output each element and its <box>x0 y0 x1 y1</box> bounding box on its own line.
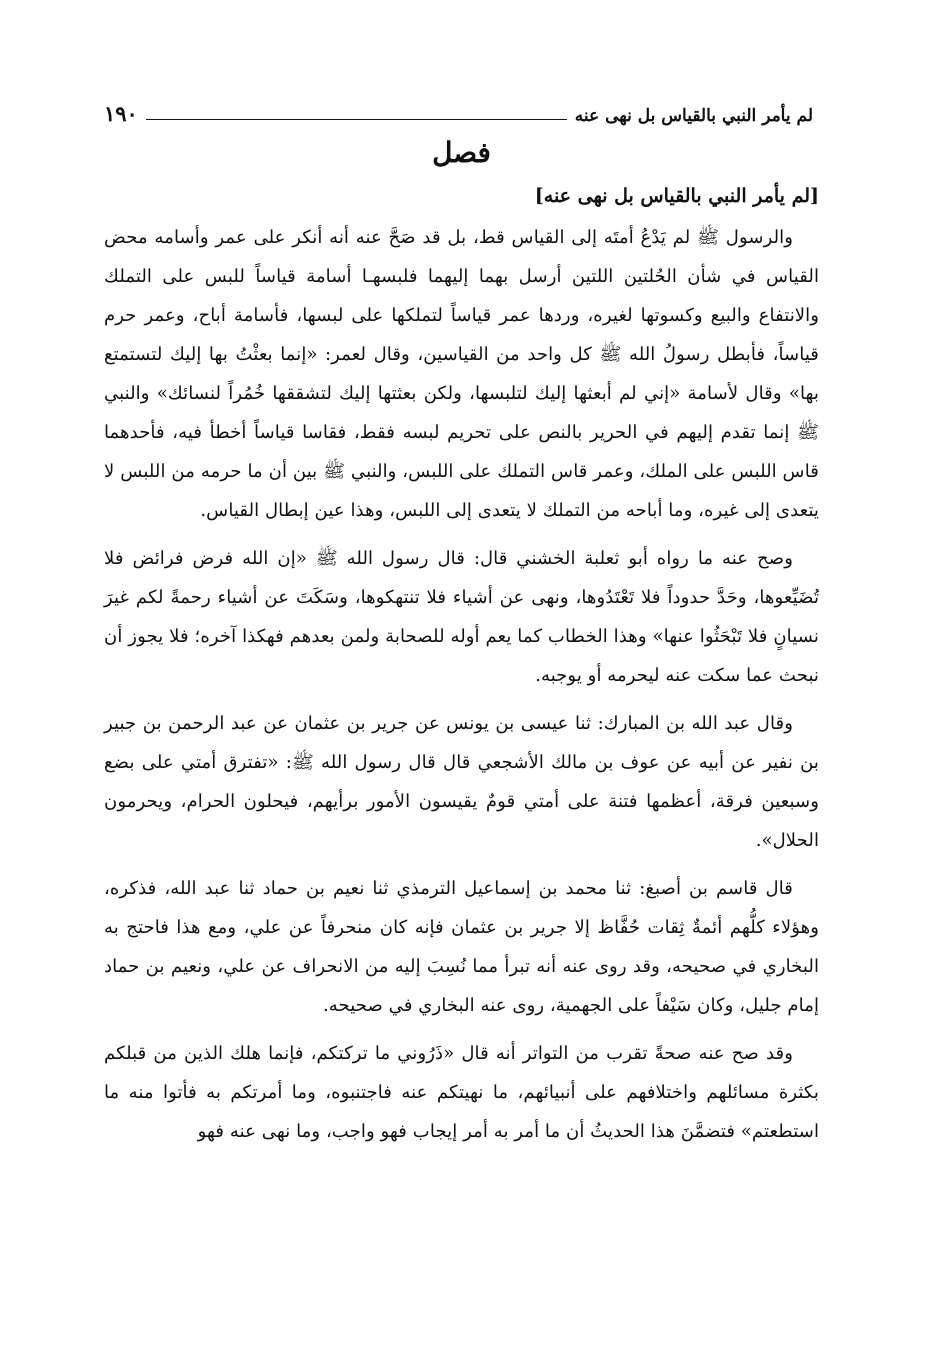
header-rule <box>146 119 567 120</box>
paragraph-ibn-mubarak: وقال عبد الله بن المبارك: ثنا عيسى بن يونس عن جرير بن عثمان عن عبد الرحمن بن جبير بن نفير عن أبيه عن عوف بن مالك الأشجعي قال قال رسول الله ﷺ: «تفترق أمتي على بضع وسبعين فرقة، أعظمها فتنة على أمتي قومٌ يقيسون الأمور برأيهم، فيحلون الحرام، ويحرمون الحلال». <box>104 713 819 851</box>
paragraph-qasim-ibn-asbagh: قال قاسم بن أصبغ: ثنا محمد بن إسماعيل الترمذي ثنا نعيم بن حماد ثنا عبد الله، فذكره، وهؤلاء كلُّهم أئمةٌ ثِقات حُفَّاظ إلا جرير بن عثمان فإنه كان منحرفاً عن علي، ومع هذا فاحتج به البخاري في صحيحه، وقد روى عنه أنه تبرأ مما نُسِبَ إليه من الانحراف عن علي، ونعيم بن حماد إمام جليل، وكان سَيْفاً على الجهمية، روى عنه البخاري في صحيحه. <box>104 878 819 1016</box>
paragraph-dharuni: وقد صح عنه صحةً تقرب من التواتر أنه قال «ذَرُوني ما تركتكم، فإنما هلك الذين من قبلكم بكثرة مسائلهم واختلافهم على أنبيائهم، ما نهيتكم عنه فاجتنبوه، وما أمرتكم به فأتوا منه ما استطعتم» فتضمَّنَ هذا الحديثُ أن ما أمر به أمر إيجاب فهو واجب، وما نهى عنه فهو <box>104 1043 819 1142</box>
paragraph-qiyas-hullatayn: والرسول ﷺ لم يَدْعُ أمتَه إلى القياس قط، بل قد صَحَّ عنه أنه أنكر على عمر وأسامه محض القياس في شأن الحُلتين اللتين أرسل بهما إليهما فلبسهـا أسامة قياساً للبس على التملك والانتفاع والبيع وكسوتها لغيره، وردها عمر قياساً لتملكها على لبسها، فأسامة أباح، وعمر حرم قياساً، فأبطل رسولُ الله ﷺ كل واحد من القياسين، وقال لعمر: «إنما بعثْتُ بها إليك لتستمتع بها» وقال لأسامة «إني لم أبعثها إليك لتلبسها، ولكن بعثتها إليك لتشققها خُمُراً لنسائك» والنبي ﷺ إنما تقدم إليهم في الحرير بالنص على تحريم لبسه فقط، فقاسا قياساً أخطأ فيه، فأحدهما قاس اللبس على الملك، وعمر قاس التملك على اللبس، والنبي ﷺ بين أن ما حرمه من اللبس لا يتعدى إلى غيره، وما أباحه من التملك لا يتعدى إلى اللبس، وهذا عين إبطال القياس. <box>104 227 819 521</box>
page-number: ١٩٠ <box>104 101 138 126</box>
paragraph-abu-thalaba: وصح عنه ما رواه أبو ثعلبة الخشني قال: قال رسول الله ﷺ «إن الله فرض فرائض فلا تُضَيِّعوها، وحَدَّ حدوداً فلا تَعْتَدُوها، ونهى عن أشياء فلا تنتهكوها، وسَكَتَ عن أشياء رحمةً لكم غيرَ نسيانٍ فلا تَبْحَثُوا عنها» وهذا الخطاب كما يعم أوله للصحابة ولمن بعدهم فهكذا آخره؛ فلا يجوز أن نبحث عما سكت عنه ليحرمه أو يوجبه. <box>104 548 819 686</box>
section-title: فصل <box>432 136 491 169</box>
section-subtitle: [لم يأمر النبي بالقياس بل نهى عنه] <box>534 185 819 207</box>
running-header <box>104 92 819 126</box>
running-title: لم يأمر النبي بالقياس بل نهى عنه <box>574 106 813 126</box>
